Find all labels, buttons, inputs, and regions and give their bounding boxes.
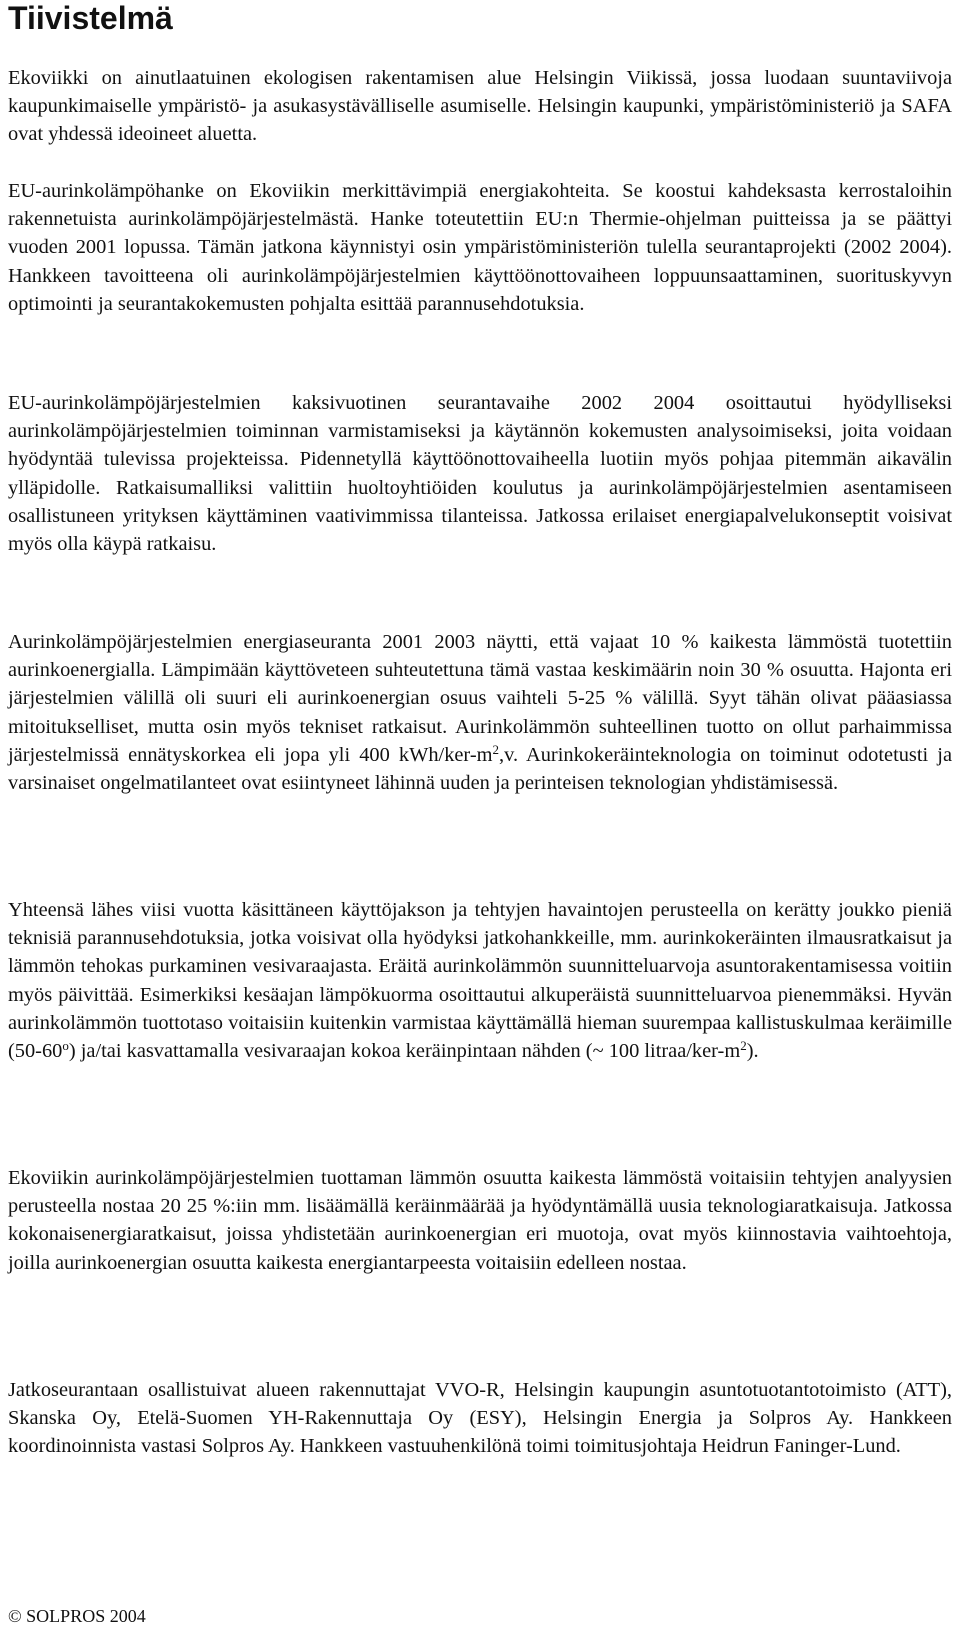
paragraph-monitoring-phase: EU-aurinkolämpöjärjestelmien kaksivuotinen seurantavaihe 2002 2004 osoittautui hyödylliseksi aurinkolämpöjärjestelmien toiminnan varmistamiseksi ja käytännön kokemusten analysoimiseksi, joita voidaan hyödyntää tulevissa projekteissa. Pidennetyllä käyttöönottovaiheella luotiin myös pohjaa pitemmän aikavälin ylläpidolle. Ratkaisumalliksi valittiin huoltoyhtiöiden koulutus ja aurinkolämpöjärjestelmien asentamiseen osallistuneen yrityksen käyttäminen vaativimmissa tilanteissa. Jatkossa erilaiset energiapalvelukonseptit voisivat myös olla käypä ratkaisu. — [8, 392, 952, 556]
paragraph-energy-monitoring-part-b: ,v. Aurinkokeräinteknologia on toiminut odotetusti ja varsinaiset ongelmatilanteet ovat esiintyneet lähinnä uuden ja perinteisen teknologian yhdistämisessä. — [8, 743, 952, 795]
paragraph-improvements-part-c: ). — [746, 1040, 759, 1063]
superscript-degree: o — [62, 1037, 69, 1053]
paragraph-eu-project: EU-aurinkolämpöhanke on Ekoviikin merkittävimpiä energiakohteita. Se koostui kahdeksasta kerrostaloihin rakennetuista aurinkolämpöjärjestelmästä. Hanke toteutettiin EU:n Thermie-ohjelman puitteissa ja se päättyi vuoden 2001 lopussa. Tämän jatkona käynnistyi osin ympäristöministeriön tulella seurantaprojekti (2002 2004). Hankkeen tavoitteena oli aurinkolämpöjärjestelmien käyttöönottovaiheen loppuunsaattaminen, suorituskyvyn optimointi ja seurantakokemusten pohjalta esittää parannusehdotuksia. — [8, 180, 952, 315]
paragraph-improvements-part-b: ) ja/tai kasvattamalla vesivaraajan kokoa keräinpintaan nähden (~ 100 litraa/ker-m — [68, 1040, 741, 1063]
paragraph-energy-monitoring-part-a: Aurinkolämpöjärjestelmien energiaseuranta 2001 2003 näytti, että vajaat 10 % kaikesta lämmöstä tuotettiin aurinkoenergialla. Lämpimään käyttöveteen suhteutettuna tämä vastaa keskimäärin noin 30 % osuutta. Hajonta eri järjestelmien välillä oli suuri eli aurinkoenergian osuus vaihteli 5-25 % välillä. Syyt tähän olivat pääasiassa mitoitukselliset, mutta osin myös tekniset ratkaisut. Aurinkolämmön suhteellinen tuotto on ollut parhaimmissa järjestelmissä ennätyskorkea eli jopa yli 400 kWh/ker-m — [8, 631, 952, 766]
paragraph-energy-monitoring — [8, 628, 952, 797]
copyright-footer: © SOLPROS 2004 — [8, 1606, 146, 1626]
paragraph-participants: Jatkoseurantaan osallistuivat alueen rakennuttajat VVO-R, Helsingin kaupungin asuntotuotantotoimisto (ATT), Skanska Oy, Etelä-Suomen YH-Rakennuttaja Oy (ESY), Helsingin Energia ja Solpros Ay. Hankkeen koordinoinnista vastasi Solpros Ay. Hankkeen vastuuhenkilönä toimi toimitusjohtaja Heidrun Faninger-Lund. — [8, 1379, 952, 1458]
superscript-squared: 2 — [492, 741, 499, 757]
superscript-squared-2: 2 — [740, 1037, 747, 1053]
page-title: Tiivistelmä — [8, 0, 173, 36]
paragraph-future-potential: Ekoviikin aurinkolämpöjärjestelmien tuottaman lämmön osuutta kaikesta lämmöstä voitaisiin tehtyjen analyysien perusteella nostaa 20 25 %:iin mm. lisäämällä keräinmäärää ja hyödyntämällä uusia teknologiaratkaisuja. Jatkossa kokonaisenergiaratkaisut, joissa yhdistetään aurinkoenergian eri muotoja, ovat myös kiinnostavia vaihtoehtoja, joilla aurinkoenergian osuutta kaikesta energiantarpeesta voitaisiin edelleen nostaa. — [8, 1167, 952, 1274]
paragraph-improvements-part-a: Yhteensä lähes viisi vuotta käsittäneen käyttöjakson ja tehtyjen havaintojen perusteella on kerätty joukko pieniä teknisiä parannusehdotuksia, jotka voisivat olla hyödyksi jatkohankkeille, mm. aurinkokeräinten ilmausratkaisut ja lämmön tehokas purkaminen vesivaraajasta. Eräitä aurinkolämmön suunnitteluarvoja asuntorakentamisessa voitiin myös päivittää. Esimerkiksi kesäajan lämpökuorma osoittautui alkuperäistä suunnitteluarvoa pienemmäksi. Hyvän aurinkolämmön tuottotaso voitaisiin kuitenkin varmistaa käyttämällä hieman suurempaa kallistuskulmaa keräimille (50-60 — [8, 899, 952, 1063]
paragraph-improvements — [8, 896, 952, 1065]
document-page — [8, 0, 952, 1636]
paragraph-intro: Ekoviikki on ainutlaatuinen ekologisen rakentamisen alue Helsingin Viikissä, jossa luodaan suuntaviivoja kaupunkimaiselle ympäristö- ja asukasystävälliselle asumiselle. Helsingin kaupunki, ympäristöministeriö ja SAFA ovat yhdessä ideoineet aluetta. — [8, 67, 952, 146]
